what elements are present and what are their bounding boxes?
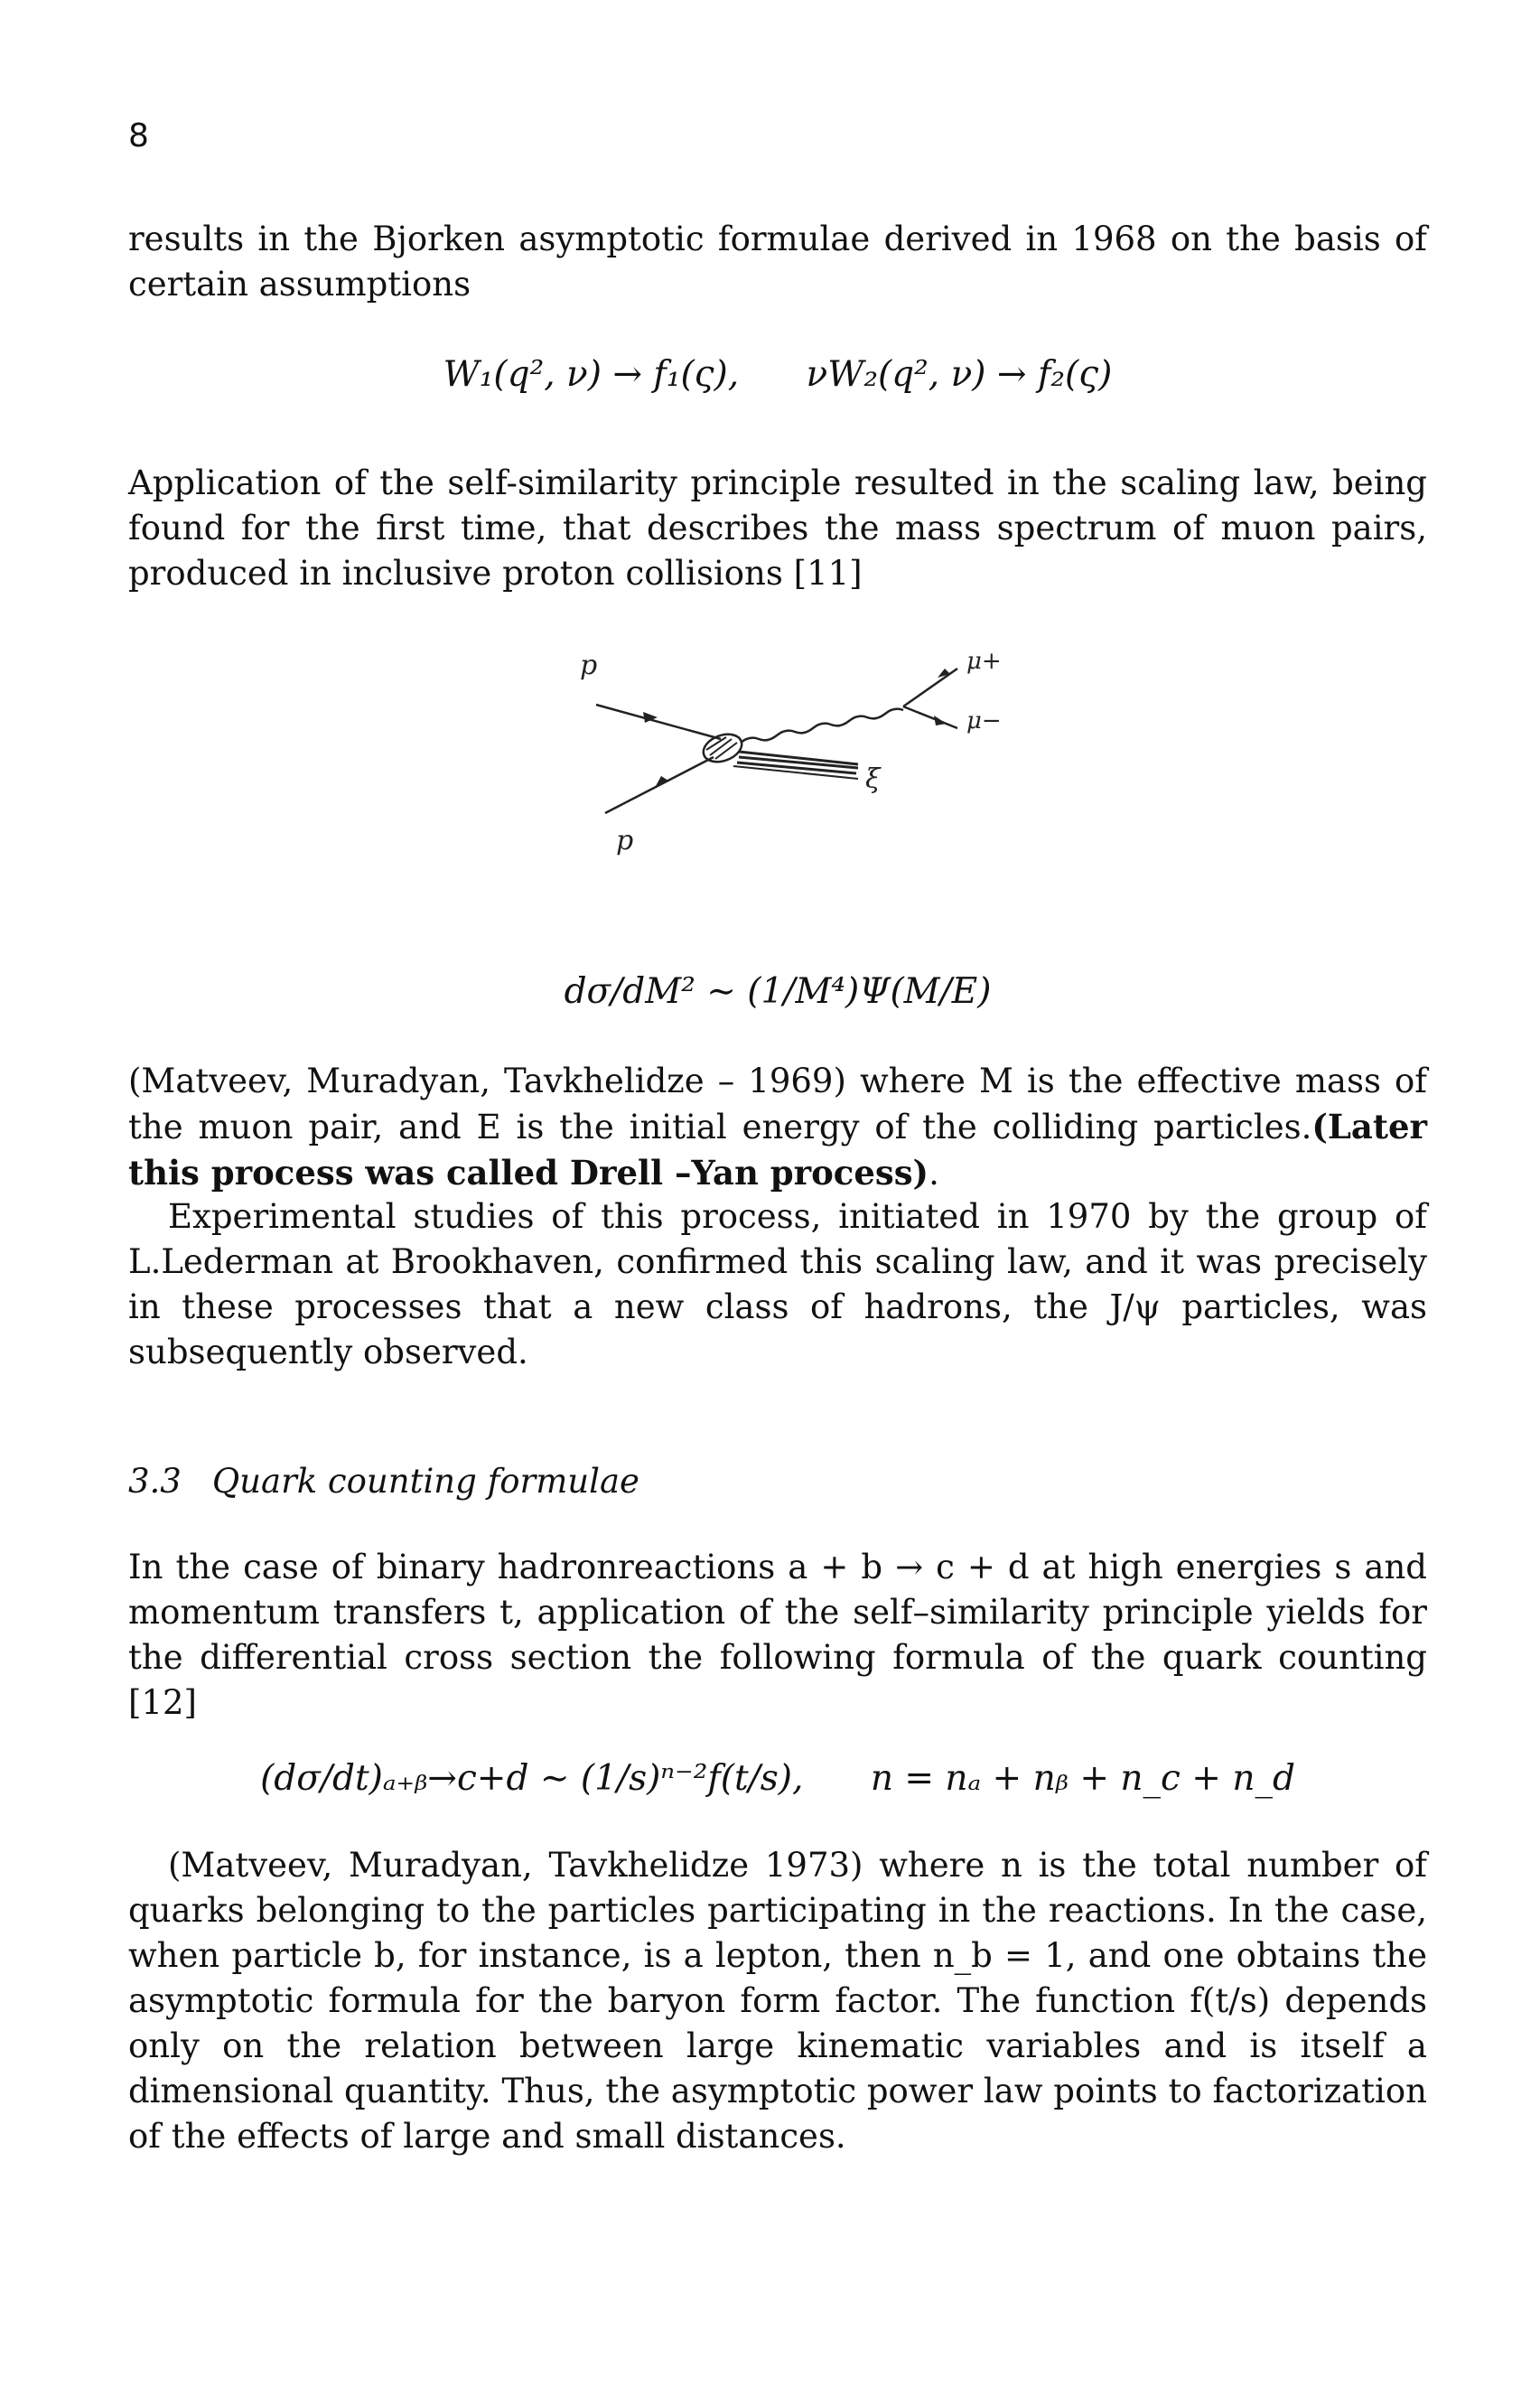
- equation-scaling: dσ/dM² ∼ (1/M⁴)Ψ(M/E): [564, 971, 992, 1012]
- paragraph-matveev-1973: (Matveev, Muradyan, Tavkhelidze 1973) where n is the total number of quarks belonging to the particles participating in the reactions. In the case, when particle b, for instance, is a lepton, then n_b = 1, and one obtains the asymptotic formula for the baryon form factor. The function f(t/s) depends only on the relation between large kinematic variables and is itself a dimensional quantity. Thus, the asymptotic power law points to factorization of the effects of large and small distances.: [128, 1846, 1427, 2156]
- paragraph-matveev-1969: [128, 1059, 1427, 1196]
- equation-bjorken: [128, 354, 1427, 395]
- paragraph-self-similarity: Application of the self-similarity principle resulted in the scaling law, being found for the first time, that describes the mass spectrum of muon pairs, produced in inclusive proton collisions [11]: [128, 463, 1427, 593]
- equation-bjorken-right: νW₂(q², ν) → f₂(ς): [806, 354, 1113, 395]
- label-mu-plus: μ+: [966, 648, 1002, 675]
- paragraph-matveev-1969-text: (Matveev, Muradyan, Tavkhelidze – 1969) where M is the effective mass of the muon pair, and E is the initial energy of the colliding particles.: [128, 1062, 1427, 1146]
- arrow-mu-minus-icon: [934, 716, 947, 725]
- paragraph-matveev-1969-end: .: [929, 1154, 939, 1193]
- equation-quark-counting-right: n = nₐ + nᵦ + n_c + n_d: [870, 1758, 1295, 1799]
- muon-plus-line: [903, 669, 957, 707]
- virtual-photon-line: [741, 709, 903, 743]
- equation-quark-counting-left: (dσ/dt)ₐ₊ᵦ→c+d ∼ (1/s)ⁿ⁻²f(t/s),: [260, 1758, 804, 1799]
- incoming-proton-bottom-line: [605, 757, 714, 813]
- section-heading: [128, 1462, 639, 1501]
- label-mu-minus: μ−: [966, 707, 1002, 735]
- muon-minus-line: [903, 707, 957, 728]
- section-number: 3.3: [128, 1462, 182, 1501]
- paragraph-binary-reactions: In the case of binary hadronreactions a + b → c + d at high energies s and momentum transfers t, application of the self–similarity principle yields for the differential cross section the following formula of the quark counting [12]: [128, 1548, 1427, 1722]
- page-number: 8: [128, 117, 149, 154]
- paragraph-bjorken-intro: results in the Bjorken asymptotic formulae derived in 1968 on the basis of certain assumptions: [128, 220, 1427, 304]
- equation-bjorken-left: W₁(q², ν) → f₁(ς),: [443, 354, 740, 395]
- label-p-bottom: p: [616, 825, 634, 856]
- paragraph-experimental-studies: Experimental studies of this process, initiated in 1970 by the group of L.Lederman at Brookhaven, confirmed this scaling law, and it was precisely in these processes that a new class of hadrons, the J/ψ particles, was subsequently observed.: [128, 1197, 1427, 1371]
- section-title: Quark counting formulae: [211, 1462, 639, 1501]
- paragraph-matveev-1969-bold: (Later this process was called Drell –Yan process): [128, 1107, 1427, 1193]
- label-xi: ξ: [865, 763, 881, 795]
- drell-yan-diagram: [560, 641, 1030, 876]
- label-p-top: p: [580, 650, 598, 681]
- equation-quark-counting: [128, 1758, 1427, 1799]
- incoming-proton-top-line: [596, 705, 721, 739]
